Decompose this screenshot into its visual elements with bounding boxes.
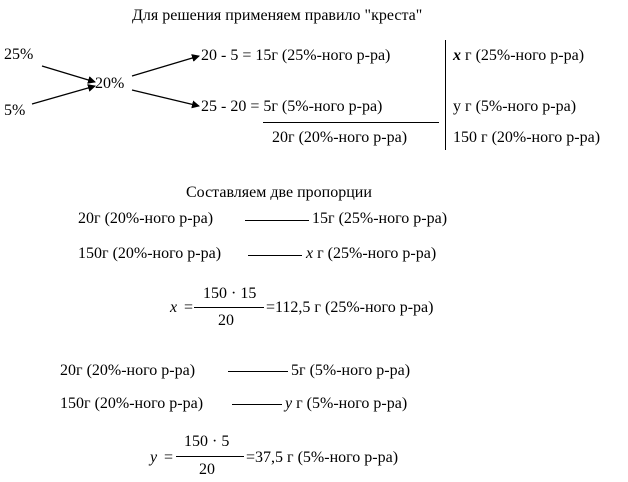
proportions-title: Составляем две пропорции xyxy=(186,184,372,201)
p2-row2-left: 150г (20%-ного р-ра) xyxy=(60,395,204,412)
p2-fraction-bar xyxy=(176,456,244,457)
p1-fraction-bar xyxy=(194,307,264,308)
arrow-20-to-top xyxy=(132,56,199,76)
p2-var: у xyxy=(285,395,293,412)
p2-row2-right: у г (5%-ного р-ра) xyxy=(285,395,408,412)
right-total: 150 г (20%-ного р-ра) xyxy=(453,129,601,146)
arrow-20-to-bottom xyxy=(132,90,199,106)
p1-row1-right: 15г (25%-ного р-ра) xyxy=(312,210,448,227)
right-top-rest: г (25%-ного р-ра) xyxy=(461,47,585,64)
arrow-25-to-20 xyxy=(42,66,95,82)
arrow-5-to-20 xyxy=(32,86,95,104)
p1-formula-eq: = xyxy=(184,299,194,316)
p2-formula-eq: = xyxy=(164,449,174,466)
p2-row1-left: 20г (20%-ного р-ра) xyxy=(60,362,196,379)
cross-line-top: 20 - 5 = 15г (25%-ного р-ра) xyxy=(201,47,391,64)
right-mid: у г (5%-ного р-ра) xyxy=(453,98,577,115)
p1-var: x xyxy=(306,245,314,262)
sum-rule xyxy=(263,122,439,123)
cross-center: 20% xyxy=(95,75,125,92)
right-top xyxy=(453,48,584,64)
cross-line-bottom: 25 - 20 = 5г (5%-ного р-ра) xyxy=(201,98,383,115)
cross-left-top: 25% xyxy=(4,46,34,63)
p1-row1-left: 20г (20%-ного р-ра) xyxy=(78,210,214,227)
p2-numerator: 150 · 5 xyxy=(184,433,230,450)
page-title: Для решения применяем правило "креста" xyxy=(132,7,423,24)
p2-row1-right: 5г (5%-ного р-ра) xyxy=(291,362,411,379)
p1-row2-right: x г (25%-ного р-ра) xyxy=(306,245,437,262)
p1-row2-dash xyxy=(248,255,302,256)
p2-row1-dash xyxy=(228,371,288,372)
p2-denominator: 20 xyxy=(199,461,215,478)
cross-left-bottom: 5% xyxy=(4,102,26,119)
p2-result: =37,5 г (5%-ного р-ра) xyxy=(246,449,399,466)
p2-row2-dash xyxy=(232,404,282,405)
p1-formula-var: x xyxy=(170,299,178,316)
p1-denominator: 20 xyxy=(218,312,234,329)
p2-formula-var: у xyxy=(150,449,158,466)
p1-result: =112,5 г (25%-ного р-ра) xyxy=(266,299,434,316)
cross-sum: 20г (20%-ного р-ра) xyxy=(272,129,408,146)
var-x: x xyxy=(453,47,461,64)
p1-numerator: 150 · 15 xyxy=(203,285,257,302)
right-divider xyxy=(445,40,446,150)
p1-row1-dash xyxy=(245,220,309,221)
p1-row2-left: 150г (20%-ного р-ра) xyxy=(78,245,222,262)
